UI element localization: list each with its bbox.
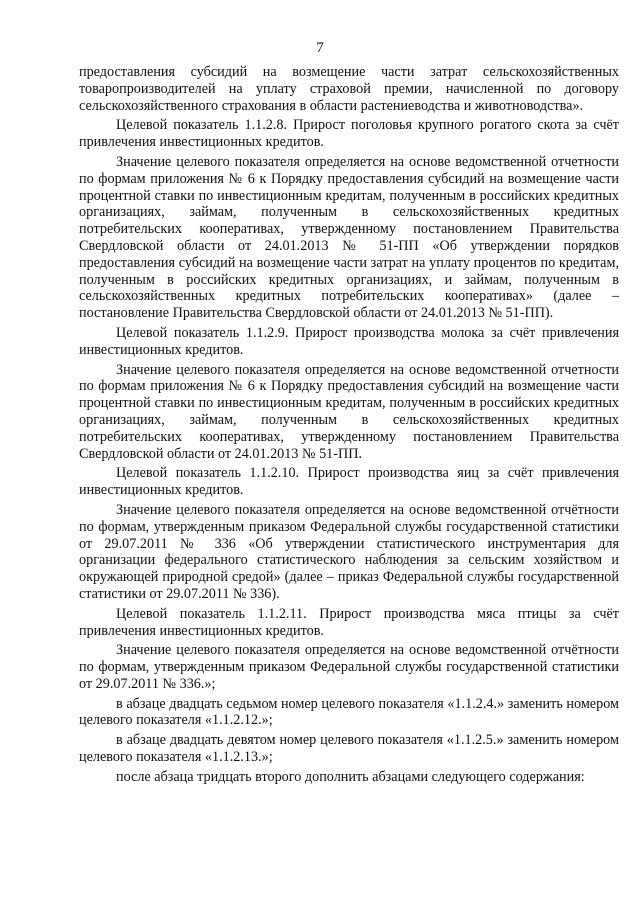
document-body — [79, 64, 619, 789]
paragraph-9: Значение целевого показателя определяется на основе ведомственной отчётности по формам, утвержденным приказом Федеральной службы государственной статистики от 29.07.2011 № 336.»; — [79, 642, 619, 692]
page-number: 7 — [316, 40, 324, 56]
paragraph-10: в абзаце двадцать седьмом номер целевого показателя «1.1.2.4.» заменить номером целевого показателя «1.1.2.12.»; — [79, 695, 619, 729]
paragraph-12: после абзаца тридцать второго дополнить абзацами следующего содержания: — [116, 768, 585, 785]
paragraph-7: Значение целевого показателя определяется на основе ведомственной отчётности по формам, утвержденным приказом Федеральной службы государственной статистики от 29.07.2011 № 336 «Об утверждении статистического инструментария для организации федерального статистического наблюдения за сельским хозяйством и окружающей природной средой» (далее – приказ Федеральной службы государственной статистики от 29.07.2011 № 336). — [79, 501, 619, 602]
paragraph-1: предоставления субсидий на возмещение части затрат сельскохозяйственных товаропроизводителей на уплату страховой премии, начисленной по договору сельскохозяйственного страхования в области растениеводства и животноводства». — [79, 64, 619, 114]
paragraph-8: Целевой показатель 1.1.2.11. Прирост производства мяса птицы за счёт привлечения инвестиционных кредитов. — [79, 605, 619, 639]
paragraph-3: Значение целевого показателя определяется на основе ведомственной отчетности по формам приложения № 6 к Порядку предоставления субсидий на возмещение части процентной ставки по инвестиционным кредитам, полученным в российских кредитных организациях, займам, полученным в сельскохозяйственных кредитных потребительских кооперативах, утвержденному постановлением Правительства Свердловской области от 24.01.2013 № 51-ПП «Об утверждении порядков предоставления субсидий на возмещение части затрат на уплату процентов по кредитам, полученным в российских кредитных организациях, и займам, полученным в сельскохозяйственных кредитных потребительских кооперативах» (далее – постановление Правительства Свердловской области от 24.01.2013 № 51-ПП). — [79, 153, 619, 322]
paragraph-6: Целевой показатель 1.1.2.10. Прирост производства яиц за счёт привлечения инвестиционных кредитов. — [79, 465, 619, 499]
paragraph-11: в абзаце двадцать девятом номер целевого показателя «1.1.2.5.» заменить номером целевого показателя «1.1.2.13.»; — [79, 732, 619, 766]
paragraph-5: Значение целевого показателя определяется на основе ведомственной отчетности по формам приложения № 6 к Порядку предоставления субсидий на возмещение части процентной ставки по инвестиционным кредитам, полученным в российских кредитных организациях, займам, полученным в сельскохозяйственных кредитных потребительских кооперативах, утвержденному постановлением Правительства Свердловской области от 24.01.2013 № 51-ПП. — [79, 361, 619, 462]
paragraph-4: Целевой показатель 1.1.2.9. Прирост производства молока за счёт привлечения инвестиционных кредитов. — [79, 324, 619, 358]
paragraph-2: Целевой показатель 1.1.2.8. Прирост поголовья крупного рогатого скота за счёт привлечения инвестиционных кредитов. — [79, 117, 619, 151]
